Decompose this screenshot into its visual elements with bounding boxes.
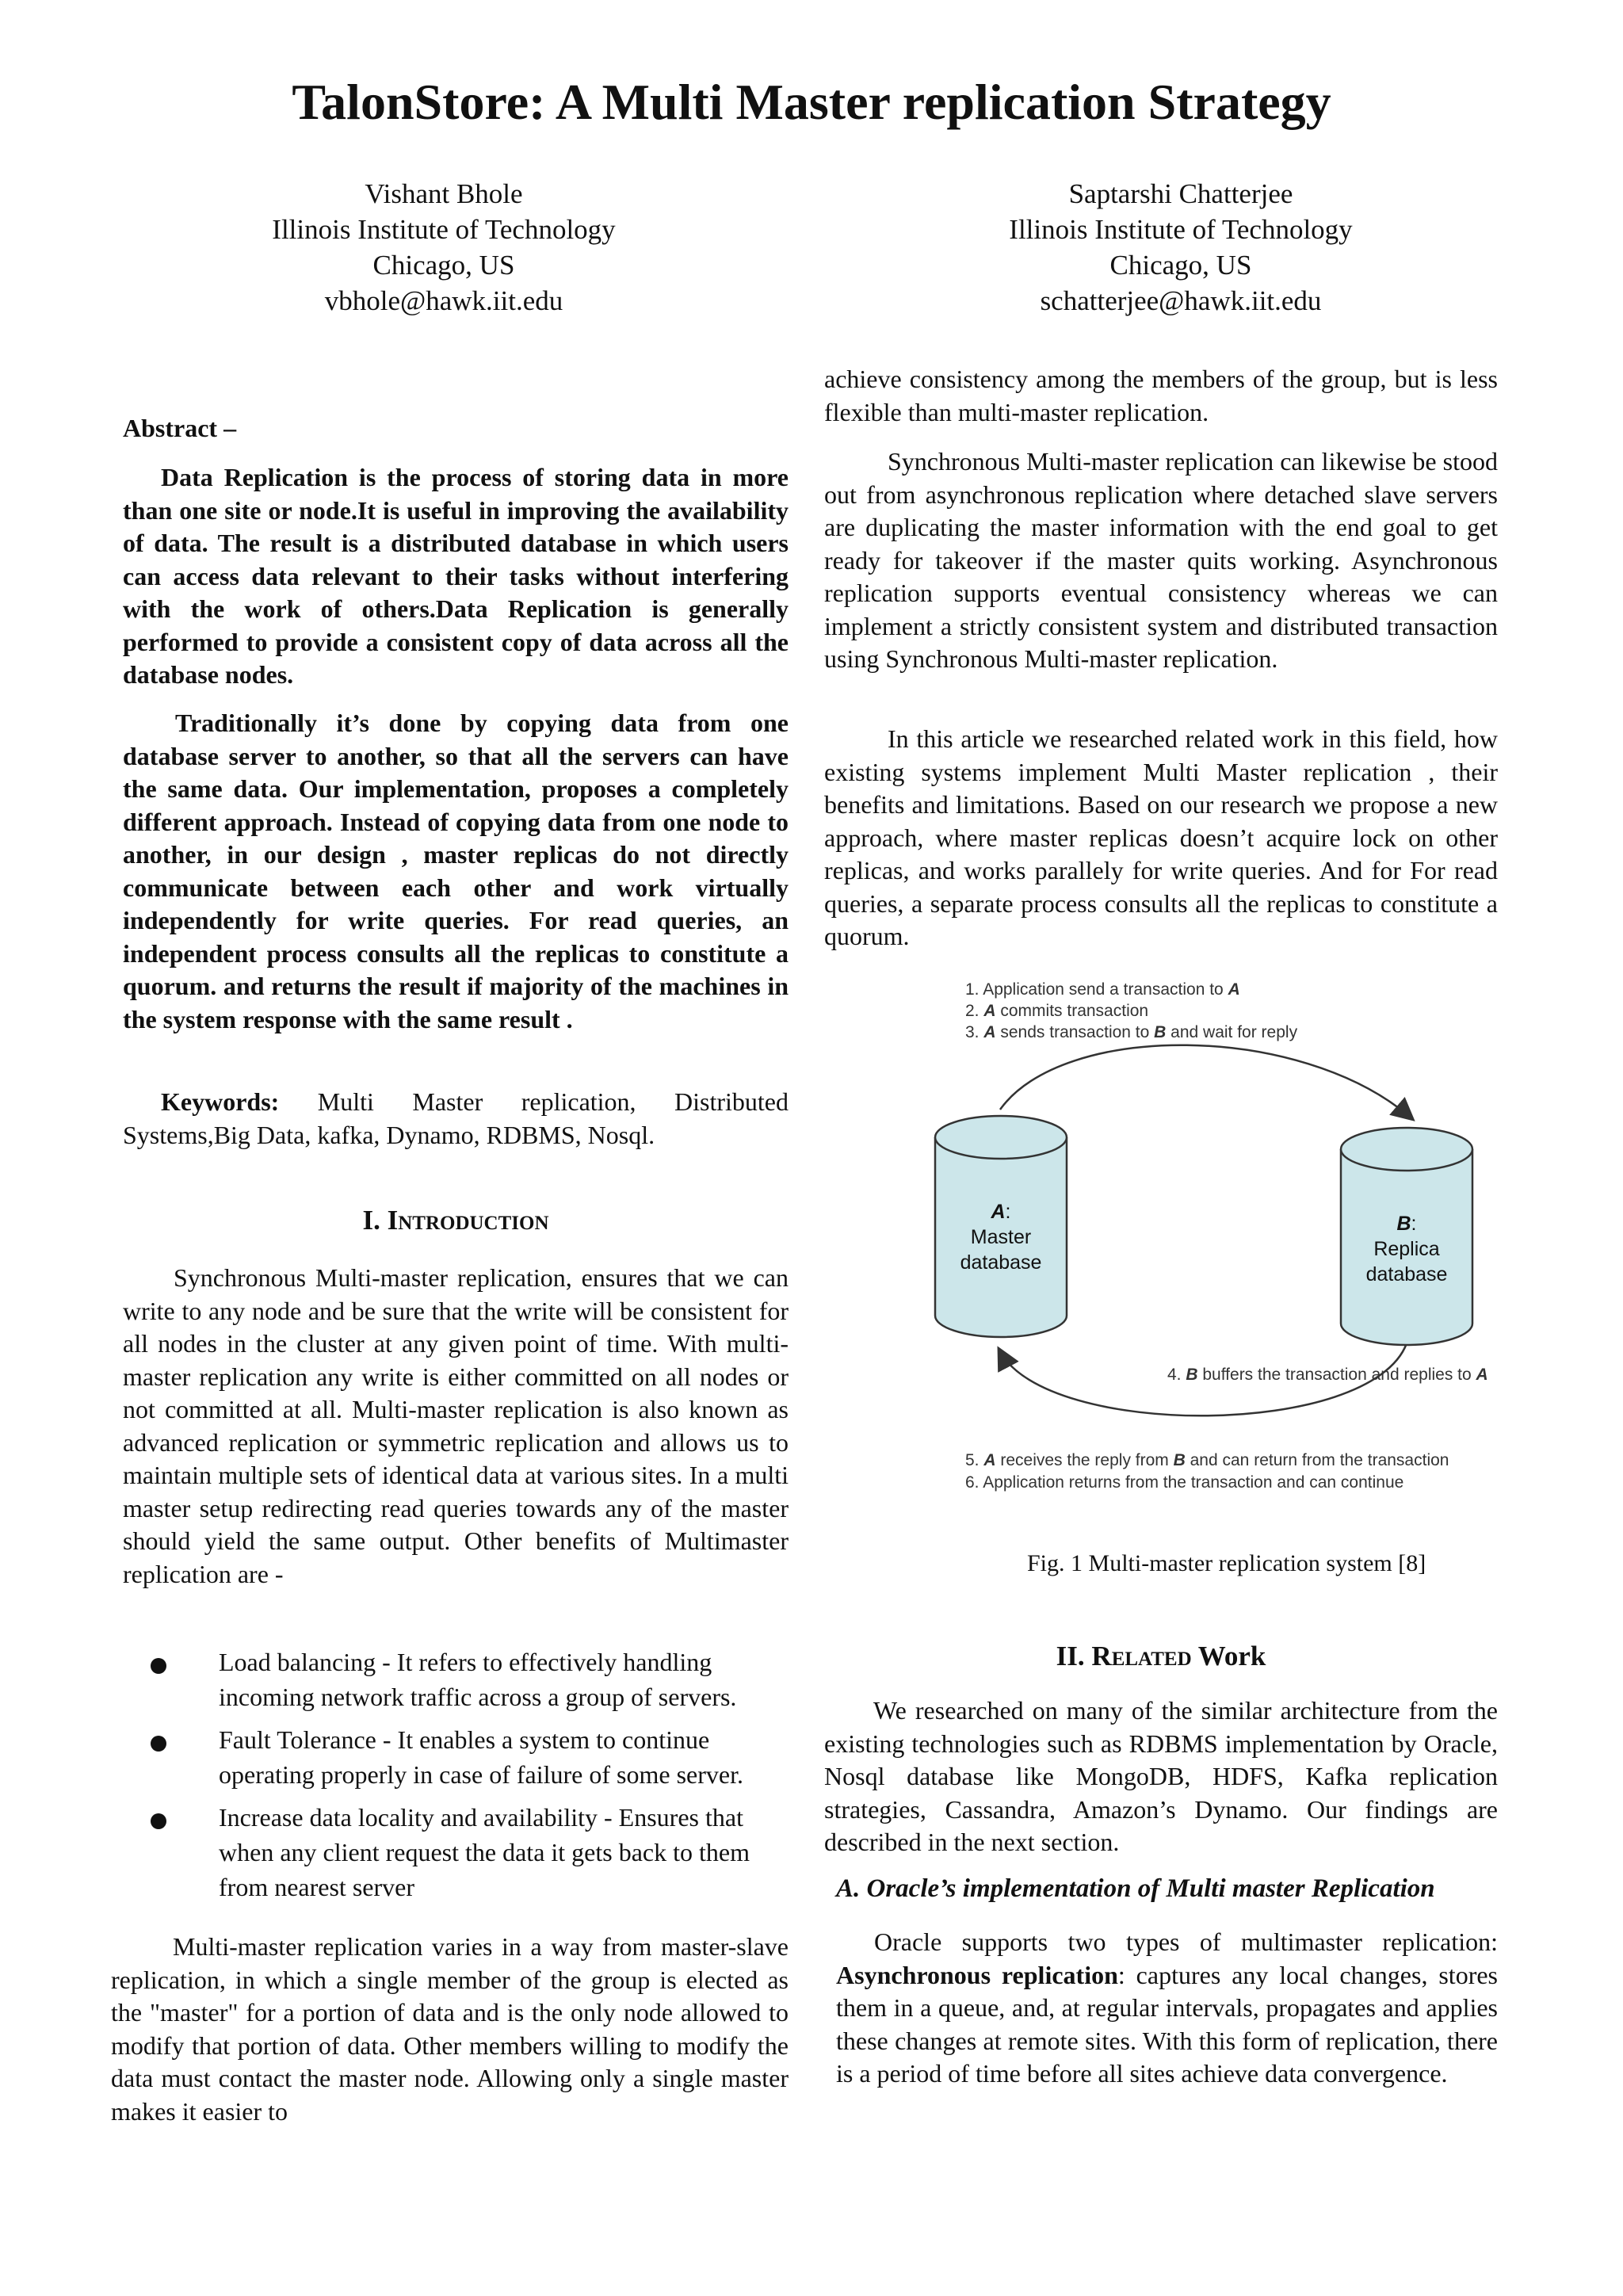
author-email: vbhole@hawk.iit.edu (324, 285, 563, 316)
figure-caption: Fig. 1 Multi-master replication system [8] (1027, 1550, 1426, 1576)
body-paragraph (836, 1926, 1498, 2091)
abstract-heading: Abstract – (123, 414, 237, 442)
keywords-block (123, 1086, 789, 1152)
bullet-dot (151, 1736, 166, 1752)
author-affiliation: Illinois Institute of Technology (1009, 214, 1353, 245)
author-block-1 (190, 176, 697, 319)
database-b-line2: database (1365, 1263, 1448, 1286)
oracle-term: Asynchronous replication (836, 1960, 1118, 1989)
database-b-icon (1341, 1128, 1472, 1345)
paper-title: TalonStore: A Multi Master replication Strategy (292, 74, 1331, 130)
section-title: Introduction (387, 1205, 549, 1236)
oracle-intro-text: Oracle supports two types of multimaster replication: (874, 1927, 1498, 1956)
right-p2-block (824, 723, 1498, 953)
author-name: Vishant Bhole (365, 178, 523, 209)
keywords-label: Keywords: (161, 1087, 280, 1116)
figure-step-3: 3. A sends transaction to B and wait for reply (965, 1023, 1298, 1041)
section-title-word: Work (1197, 1641, 1266, 1671)
author-email: schatterjee@hawk.iit.edu (1040, 285, 1322, 316)
section-number: I. (362, 1205, 380, 1236)
body-paragraph: achieve consistency among the members of the group, but is less flexible than multi-master replication. (824, 365, 1498, 426)
right-p1-block (824, 445, 1498, 676)
body-paragraph: In this article we researched related work in this field, how existing systems implement Multi Master replication , their benefits and limitations. Based on our research we propose a new approach, where master replicas doesn’t acquire lock on other replicas, and works parallely for write queries. And for For read queries, a separate process consults all the replicas to constitute a quorum. (824, 724, 1498, 950)
database-b-label: B: (1396, 1213, 1417, 1235)
intro-paragraph: Synchronous Multi-master replication, ensures that we can write to any node and be sure that the write will be consistent for all nodes in the cluster at any given point of time. With multi-master replication any write is either committed on all nodes or not committed at all. Multi-master replication is also known as advanced replication or symmetric replication and allows us to maintain multiple sets of identical data at various sites. In a multi master setup redirecting read queries towards any of the master should yield the same output. Other benefits of Multimaster replication are - (123, 1263, 789, 1588)
bullet-item: Fault Tolerance - It enables a system to continue operating properly in case of failure of some server. (219, 1725, 743, 1789)
intro-p1-block (123, 1262, 789, 1591)
bullet-item: Increase data locality and availability - Ensures that when any client request the data it gets back to them from nearest server (219, 1803, 750, 1901)
abstract-p2-block (123, 707, 789, 1036)
body-paragraph: We researched on many of the similar architecture from the existing technologies such as RDBMS implementation by Oracle, Nosql database like MongoDB, HDFS, Kafka replication strategies, Cassandra, Amazon’s Dynamo. Our findings are described in the next section. (824, 1696, 1498, 1856)
intro-paragraph: Multi-master replication varies in a way from master-slave replication, in which a single member of the group is elected as the "master" for a portion of data and is the only node allowed to modify that portion of data. Other members willing to modify the data must contact the master node. Allowing only a single master makes it easier to (111, 1932, 789, 2126)
section-heading-introduction (123, 1205, 789, 1236)
bullet-item: Load balancing - It refers to effectively handling incoming network traffic across a group of servers. (219, 1648, 737, 1711)
abstract-p1-block (123, 461, 789, 692)
abstract-paragraph: Data Replication is the process of storing data in more than one site or node.It is useful in improving the availability of data. The result is a distributed database in which users can access data relevant to their tasks without interfering with the work of others.Data Replication is generally performed to provide a consistent copy of data across all the database nodes. (123, 463, 789, 689)
right-p0-block (824, 363, 1498, 429)
section-title-rest: elated (1111, 1641, 1192, 1671)
author-location: Chicago, US (1109, 250, 1252, 281)
bullet-dot (151, 1658, 166, 1674)
figure-step-5: 5. A receives the reply from B and can return from the transaction (965, 1451, 1449, 1469)
section-number: II. (1056, 1641, 1085, 1671)
replication-diagram (927, 971, 1537, 1510)
section-title-initial: R (1091, 1641, 1112, 1671)
figure-step-1: 1. Application send a transaction to A (965, 980, 1240, 999)
keywords-text: Multi Master replication, Distributed Systems,Big Data, kafka, Dynamo, RDBMS, Nosql. (123, 1087, 789, 1149)
figure-step-2: 2. A commits transaction (965, 1002, 1149, 1020)
section-heading-related-work (824, 1641, 1498, 1672)
intro-p2-block (111, 1931, 789, 2128)
arrow-a-to-b (1000, 1045, 1411, 1117)
abstract-paragraph: Traditionally it’s done by copying data from one database server to another, so that all the servers can have the same data. Our implementation, proposes a completely different approach. Instead of copying data from one node to another, in our design , master replicas do not directly communicate between each other and work virtually independently for write queries. For read queries, an independent process consults all the replicas to constitute a quorum. and returns the result if majority of the machines in the system response with the same result . (123, 709, 789, 1033)
figure-step-4: 4. B buffers the transaction and replies to A (1167, 1366, 1488, 1384)
author-affiliation: Illinois Institute of Technology (272, 214, 616, 245)
author-name: Saptarshi Chatterjee (1068, 178, 1293, 209)
database-b-line1: Replica (1373, 1238, 1440, 1260)
related-p1-block (824, 1694, 1498, 1859)
author-block-2 (927, 176, 1434, 319)
subsection-heading-oracle: A. Oracle’s implementation of Multi master Replication (836, 1874, 1435, 1903)
related-p2-block (836, 1926, 1498, 2091)
author-location: Chicago, US (372, 250, 515, 281)
database-a-label: A: (991, 1201, 1011, 1223)
figure-step-6: 6. Application returns from the transaction and can continue (965, 1473, 1404, 1492)
database-a-line2: database (960, 1251, 1042, 1274)
database-a-line1: Master (970, 1226, 1032, 1248)
oracle-description: : captures any local changes, stores them in a queue, and, at regular intervals, propagates and applies these changes at remote sites. With this form of replication, there is a period of time before all sites achieve data convergence. (836, 1960, 1499, 2088)
bullet-dot (151, 1813, 166, 1829)
body-paragraph: Synchronous Multi-master replication can likewise be stood out from asynchronous replication where detached slave servers are duplicating the master information with the end goal to get ready for takeover if the master quits working. Asynchronous replication supports eventual consistency whereas we can implement a strictly consistent system and distributed transaction using Synchronous Multi-master replication. (824, 447, 1498, 673)
